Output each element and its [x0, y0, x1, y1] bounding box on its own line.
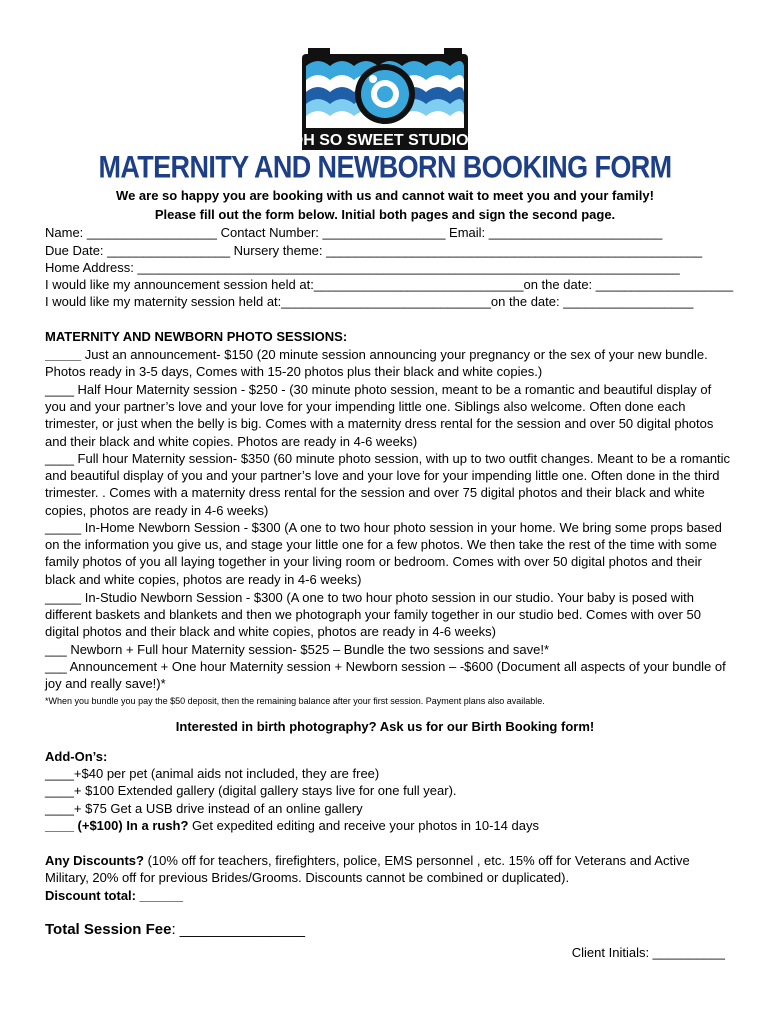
announcement-session-row[interactable]: I would like my announcement session held at:_____________________________on the date: ___________________	[45, 277, 734, 292]
addon-text: +$40 per pet (animal aids not included, they are free)	[73, 766, 380, 781]
session-full-hour-maternity	[45, 450, 735, 519]
logo-studio-name: OH SO SWEET STUDIOS	[290, 132, 480, 149]
session-text: In-Home Newborn Session - $300 (A one to two hour photo session in your home. We bring some props based on the information you give us, and stage your little one for a few photos. We then take the rest of the time with some family photos of you all laying together in your living room or bedroom. Comes with over 50 digital photos and their black and white copies, photos are ready in 4-6 weeks)	[45, 520, 722, 587]
bundle-footnote: *When you bundle you pay the $50 deposit, then the remaining balance after your first session. Payment plans also available.	[45, 696, 545, 706]
intro-line-1: We are so happy you are booking with us and cannot wait to meet you and your family!	[116, 188, 654, 203]
session-text: In-Studio Newborn Session - $300 (A one to two hour photo session in our studio. Your baby is posed with different baskets and blankets and then we photograph your family together in our studio bed. Comes with over 50 digital photos and their black and white copies, photos are ready in 4-6 weeks)	[45, 590, 701, 640]
session-bundle-all	[45, 658, 735, 692]
name-contact-email-row[interactable]: Name: __________________ Contact Number: _________________ Email: ________________________	[45, 225, 663, 240]
form-title: MATERNITY AND NEWBORN BOOKING FORM	[98, 149, 672, 185]
addon-text: Get expedited editing and receive your photos in 10-14 days	[188, 818, 539, 833]
total-session-fee-row	[45, 920, 305, 940]
discount-total-row	[45, 887, 183, 904]
addon-pet	[45, 765, 379, 782]
addons-heading: Add-On’s:	[45, 749, 108, 764]
session-text: Full hour Maternity session- $350 (60 minute photo session, with up to two outfit changes. Meant to be a romantic and beautiful display of you and your partner’s love and your love for your impending little one. Often done in the third trimester. . Comes with a maternity dress rental for the session and over 75 digital photos and their black and white copies, photos are ready in 4-6 weeks)	[45, 451, 731, 518]
discount-total-blank[interactable]: ______	[136, 888, 183, 903]
birth-photography-note: Interested in birth photography? Ask us for our Birth Booking form!	[175, 719, 595, 734]
total-session-fee-label: Total Session Fee	[45, 921, 172, 938]
session-in-studio-newborn	[45, 589, 735, 641]
initial-blank[interactable]: ___	[45, 659, 67, 674]
addon-rush	[45, 817, 539, 834]
session-half-hour-maternity	[45, 381, 735, 450]
session-text: Half Hour Maternity session - $250 - (30 minute photo session, meant to be a romantic and beautiful display of you and your partner’s love and your love for your impending little one. Siblings also welcome. Often done each trimester, or just when the belly is big. Comes with a maternity dress rental for the session and over 50 digital photos and their black and white copies. Photos are ready in 4-6 weeks)	[45, 382, 714, 449]
initial-blank[interactable]: ____	[45, 451, 74, 466]
sessions-heading: MATERNITY AND NEWBORN PHOTO SESSIONS:	[45, 329, 348, 344]
initial-blank[interactable]: ____	[45, 818, 74, 833]
initial-blank[interactable]: _____	[45, 520, 82, 535]
session-text: Newborn + Full hour Maternity session- $525 – Bundle the two sessions and save!*	[66, 642, 550, 657]
initial-blank[interactable]: ____	[45, 783, 74, 798]
addon-rush-label: (+$100) In a rush?	[73, 818, 189, 833]
discounts-label: Any Discounts?	[45, 853, 144, 868]
initial-blank[interactable]: ____	[45, 382, 74, 397]
total-session-fee-blank[interactable]: : _______________	[171, 921, 305, 938]
client-initials[interactable]: Client Initials: __________	[571, 945, 725, 960]
maternity-session-row[interactable]: I would like my maternity session held at:_____________________________on the date: __________________	[45, 294, 694, 309]
initial-blank[interactable]: _____	[45, 590, 82, 605]
initial-blank[interactable]: _____	[45, 347, 82, 362]
addon-text: + $100 Extended gallery (digital gallery stays live for one full year).	[73, 783, 457, 798]
addon-extended-gallery	[45, 782, 457, 799]
session-text: Announcement + One hour Maternity session + Newborn session – -$600 (Document all aspects of your bundle of joy and really save!)*	[45, 659, 726, 692]
discounts-paragraph	[45, 852, 735, 886]
intro-line-2: Please fill out the form below. Initial both pages and sign the second page.	[154, 207, 616, 222]
session-in-home-newborn	[45, 519, 735, 588]
due-date-nursery-row[interactable]: Due Date: _________________ Nursery theme: ____________________________________________________	[45, 243, 703, 258]
discount-total-label: Discount total:	[45, 888, 136, 903]
session-announcement	[45, 346, 735, 380]
session-bundle-newborn-maternity	[45, 641, 735, 658]
home-address-row[interactable]: Home Address: ___________________________________________________________________________	[45, 260, 680, 275]
session-text: Just an announcement- $150 (20 minute session announcing your pregnancy or the sex of your new bundle. Photos ready in 3-5 days, Comes with 15-20 photos plus their black and white copies.)	[45, 347, 708, 380]
discounts-text: (10% off for teachers, firefighters, police, EMS personnel , etc. 15% off for Veterans and Active Military, 20% off for previous Brides/Grooms. Discounts cannot be combined or duplicated).	[45, 853, 690, 886]
studio-logo	[290, 46, 480, 150]
addon-usb-drive	[45, 800, 363, 817]
initial-blank[interactable]: ____	[45, 766, 74, 781]
addon-text: + $75 Get a USB drive instead of an online gallery	[73, 801, 363, 816]
initial-blank[interactable]: ____	[45, 801, 74, 816]
initial-blank[interactable]: ___	[45, 642, 67, 657]
